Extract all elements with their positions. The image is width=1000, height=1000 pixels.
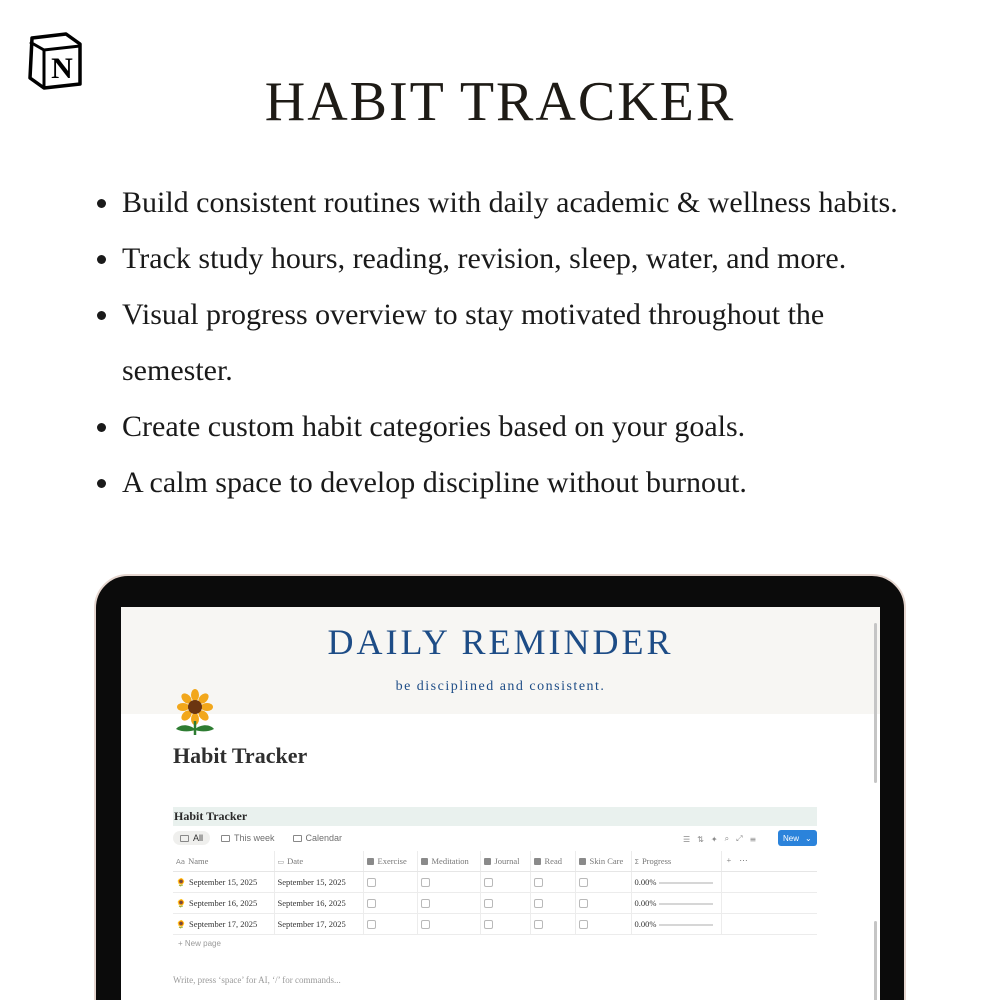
meditation-checkbox[interactable]	[421, 878, 430, 887]
tab-label: This week	[234, 833, 275, 843]
filter-icon[interactable]: ☰	[683, 834, 691, 844]
read-checkbox[interactable]	[534, 920, 543, 929]
feature-list	[122, 175, 962, 511]
sunflower-icon: 🌻	[176, 919, 186, 929]
journal-cell[interactable]	[480, 871, 530, 892]
plus-icon: +	[178, 939, 183, 948]
new-button[interactable]	[778, 830, 817, 846]
sort-icon[interactable]: ⇅	[697, 834, 704, 844]
meditation-cell[interactable]	[417, 913, 480, 934]
table-row[interactable]	[173, 913, 817, 934]
exercise-cell[interactable]	[363, 913, 417, 934]
skin-care-checkbox[interactable]	[579, 878, 588, 887]
journal-checkbox[interactable]	[484, 899, 493, 908]
feature-item: Create custom habit categories based on your goals.	[122, 399, 962, 455]
column-header-date[interactable]: ▭ Date	[274, 851, 363, 871]
read-cell[interactable]	[530, 871, 575, 892]
table-icon	[221, 835, 230, 842]
feature-item: Build consistent routines with daily academic & wellness habits.	[122, 175, 962, 231]
cover-subtitle: be disciplined and consistent.	[395, 679, 606, 694]
meditation-cell[interactable]	[417, 871, 480, 892]
progress-value: 0.00%	[634, 876, 657, 887]
tab-all[interactable]	[173, 831, 210, 845]
row-name-cell[interactable]: 🌻 September 15, 2025	[173, 871, 274, 892]
skin-care-checkbox[interactable]	[579, 920, 588, 929]
checkbox-property-icon	[534, 858, 541, 865]
read-cell[interactable]	[530, 913, 575, 934]
editor-placeholder[interactable]: Write, press ‘space’ for AI, ‘/’ for commands...	[173, 975, 341, 985]
settings-icon[interactable]: ≡	[749, 834, 757, 844]
notion-page-title[interactable]: Habit Tracker	[173, 743, 308, 768]
journal-checkbox[interactable]	[484, 920, 493, 929]
tab-calendar[interactable]	[286, 831, 350, 845]
automation-icon[interactable]: ✦	[710, 834, 718, 844]
exercise-checkbox[interactable]	[367, 920, 376, 929]
skin-care-cell[interactable]	[575, 871, 631, 892]
empty-cell	[721, 913, 817, 934]
skin-care-checkbox[interactable]	[579, 899, 588, 908]
column-header-exercise[interactable]: Exercise	[363, 851, 417, 871]
checkbox-property-icon	[484, 858, 491, 865]
exercise-cell[interactable]	[363, 871, 417, 892]
row-name-cell[interactable]: 🌻 September 17, 2025	[173, 913, 274, 934]
tab-this-week[interactable]	[214, 831, 282, 845]
feature-item: Visual progress overview to stay motivated throughout the semester.	[122, 287, 882, 399]
progress-cell	[631, 892, 721, 913]
table-icon	[180, 835, 189, 842]
column-header-progress[interactable]: Σ Progress	[631, 851, 721, 871]
progress-bar	[659, 924, 713, 926]
laptop-screen	[121, 607, 880, 1000]
habit-table	[173, 851, 817, 935]
progress-cell	[631, 913, 721, 934]
row-date-cell[interactable]: September 17, 2025	[274, 913, 363, 934]
new-page-button[interactable]	[178, 939, 221, 948]
column-header-read[interactable]: Read	[530, 851, 575, 871]
sunflower-icon[interactable]	[173, 689, 217, 735]
scrollbar[interactable]	[874, 623, 877, 783]
calendar-icon	[293, 835, 302, 842]
column-header-actions	[721, 851, 817, 871]
row-name-cell[interactable]: 🌻 September 16, 2025	[173, 892, 274, 913]
cover-banner	[121, 607, 880, 714]
checkbox-property-icon	[579, 858, 586, 865]
text-property-icon: Aa	[176, 857, 186, 866]
add-property-icon[interactable]: +	[726, 855, 732, 866]
database-title[interactable]: Habit Tracker	[173, 807, 817, 826]
more-icon[interactable]: ⋯	[739, 855, 748, 866]
empty-cell	[721, 892, 817, 913]
formula-icon: Σ	[634, 857, 639, 866]
table-row[interactable]	[173, 892, 817, 913]
column-header-skin-care[interactable]: Skin Care	[575, 851, 631, 871]
journal-checkbox[interactable]	[484, 878, 493, 887]
meditation-checkbox[interactable]	[421, 920, 430, 929]
search-icon[interactable]: ⌕	[724, 834, 730, 843]
chevron-down-icon[interactable]: ⌄	[805, 833, 812, 843]
exercise-checkbox[interactable]	[367, 878, 376, 887]
journal-cell[interactable]	[480, 913, 530, 934]
read-checkbox[interactable]	[534, 878, 543, 887]
exercise-checkbox[interactable]	[367, 899, 376, 908]
tab-label: All	[193, 833, 204, 843]
row-date-cell[interactable]: September 15, 2025	[274, 871, 363, 892]
sunflower-icon: 🌻	[176, 877, 186, 887]
cover-title: DAILY REMINDER	[327, 622, 674, 662]
column-header-meditation[interactable]: Meditation	[417, 851, 480, 871]
column-header-journal[interactable]: Journal	[480, 851, 530, 871]
progress-value: 0.00%	[634, 918, 657, 929]
skin-care-cell[interactable]	[575, 892, 631, 913]
checkbox-property-icon	[421, 858, 428, 865]
tab-label: Calendar	[305, 833, 343, 843]
column-header-name[interactable]: Aa Name	[173, 851, 274, 871]
view-tabs	[173, 829, 353, 847]
progress-bar	[659, 903, 713, 905]
database-toolbar	[683, 831, 756, 847]
read-checkbox[interactable]	[534, 899, 543, 908]
feature-item: Track study hours, reading, revision, sleep, water, and more.	[122, 231, 962, 287]
expand-icon[interactable]: ⤢	[736, 834, 743, 843]
calendar-icon: ▭	[277, 857, 285, 866]
progress-bar	[659, 882, 713, 884]
progress-value: 0.00%	[634, 897, 657, 908]
feature-item: A calm space to develop discipline without burnout.	[122, 455, 962, 511]
row-date-cell[interactable]: September 16, 2025	[274, 892, 363, 913]
scrollbar[interactable]	[874, 921, 877, 1000]
notion-logo-letter: N	[51, 52, 73, 85]
new-page-label: New page	[184, 939, 221, 948]
exercise-cell[interactable]	[363, 892, 417, 913]
meditation-checkbox[interactable]	[421, 899, 430, 908]
table-row[interactable]	[173, 871, 817, 892]
page-title: HABIT TRACKER	[264, 71, 736, 133]
skin-care-cell[interactable]	[575, 913, 631, 934]
table-header-row	[173, 851, 817, 871]
checkbox-property-icon	[367, 858, 374, 865]
progress-cell	[631, 871, 721, 892]
meditation-cell[interactable]	[417, 892, 480, 913]
sunflower-icon: 🌻	[176, 898, 186, 908]
read-cell[interactable]	[530, 892, 575, 913]
new-button-label: New	[783, 833, 800, 843]
empty-cell	[721, 871, 817, 892]
journal-cell[interactable]	[480, 892, 530, 913]
